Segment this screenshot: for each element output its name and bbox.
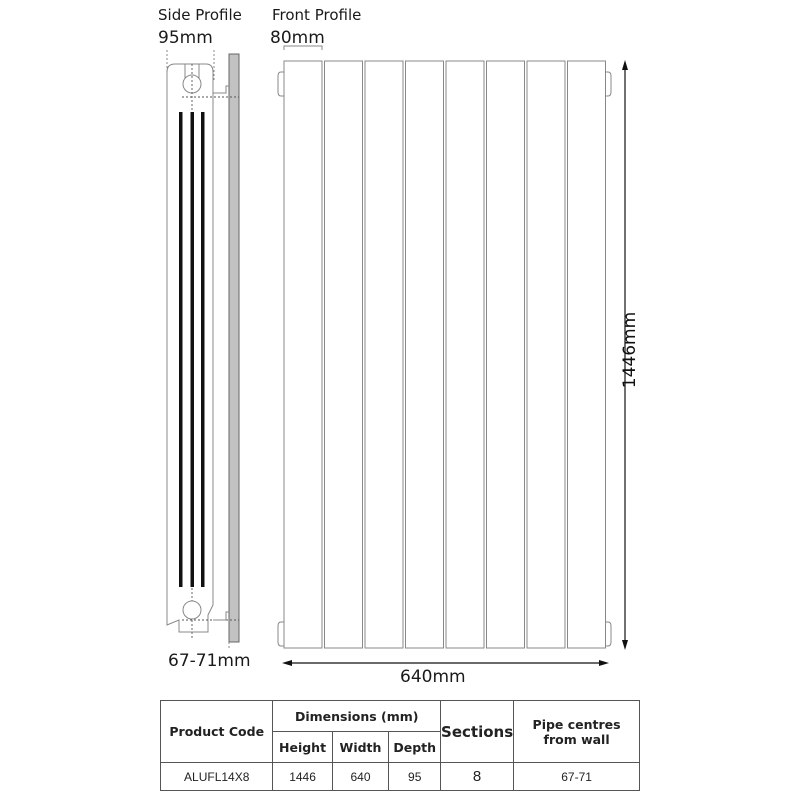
radiator-section xyxy=(568,61,606,648)
radiator-section xyxy=(365,61,403,648)
cell-sections: 8 xyxy=(441,763,514,791)
radiator-section xyxy=(325,61,363,648)
header-height: Height xyxy=(273,732,332,763)
header-product-code: Product Code xyxy=(161,701,273,763)
header-pipe-centres: Pipe centres from wall xyxy=(514,701,640,763)
pipe-centres-label: 67-71mm xyxy=(168,651,251,671)
header-dimensions: Dimensions (mm) xyxy=(273,701,441,732)
fin xyxy=(179,112,183,587)
side-profile-title: Side Profile xyxy=(158,6,242,24)
cell-height: 1446 xyxy=(273,763,332,791)
section-width-label: 80mm xyxy=(270,28,325,48)
radiator-section xyxy=(284,61,322,648)
cell-depth: 95 xyxy=(389,763,441,791)
cell-pipe-centres: 67-71 xyxy=(514,763,640,791)
fin xyxy=(201,112,205,587)
header-depth: Depth xyxy=(389,732,441,763)
header-width: Width xyxy=(332,732,389,763)
width-dimension-label: 640mm xyxy=(400,667,466,687)
side-profile-depth-label: 95mm xyxy=(158,28,213,48)
fin xyxy=(191,112,195,587)
wall-plate xyxy=(229,54,239,642)
front-profile-drawing xyxy=(278,46,628,666)
radiator-section xyxy=(406,61,444,648)
side-profile-drawing xyxy=(167,50,239,650)
height-dimension-label: 1446mm xyxy=(620,311,640,389)
radiator-section xyxy=(487,61,525,648)
front-profile-title: Front Profile xyxy=(272,6,362,24)
radiator-section xyxy=(527,61,565,648)
table-row xyxy=(161,763,640,791)
radiator-section xyxy=(446,61,484,648)
cell-width: 640 xyxy=(332,763,389,791)
spec-table xyxy=(160,700,640,791)
cell-product-code: ALUFL14X8 xyxy=(161,763,273,791)
header-sections: Sections xyxy=(441,701,514,763)
